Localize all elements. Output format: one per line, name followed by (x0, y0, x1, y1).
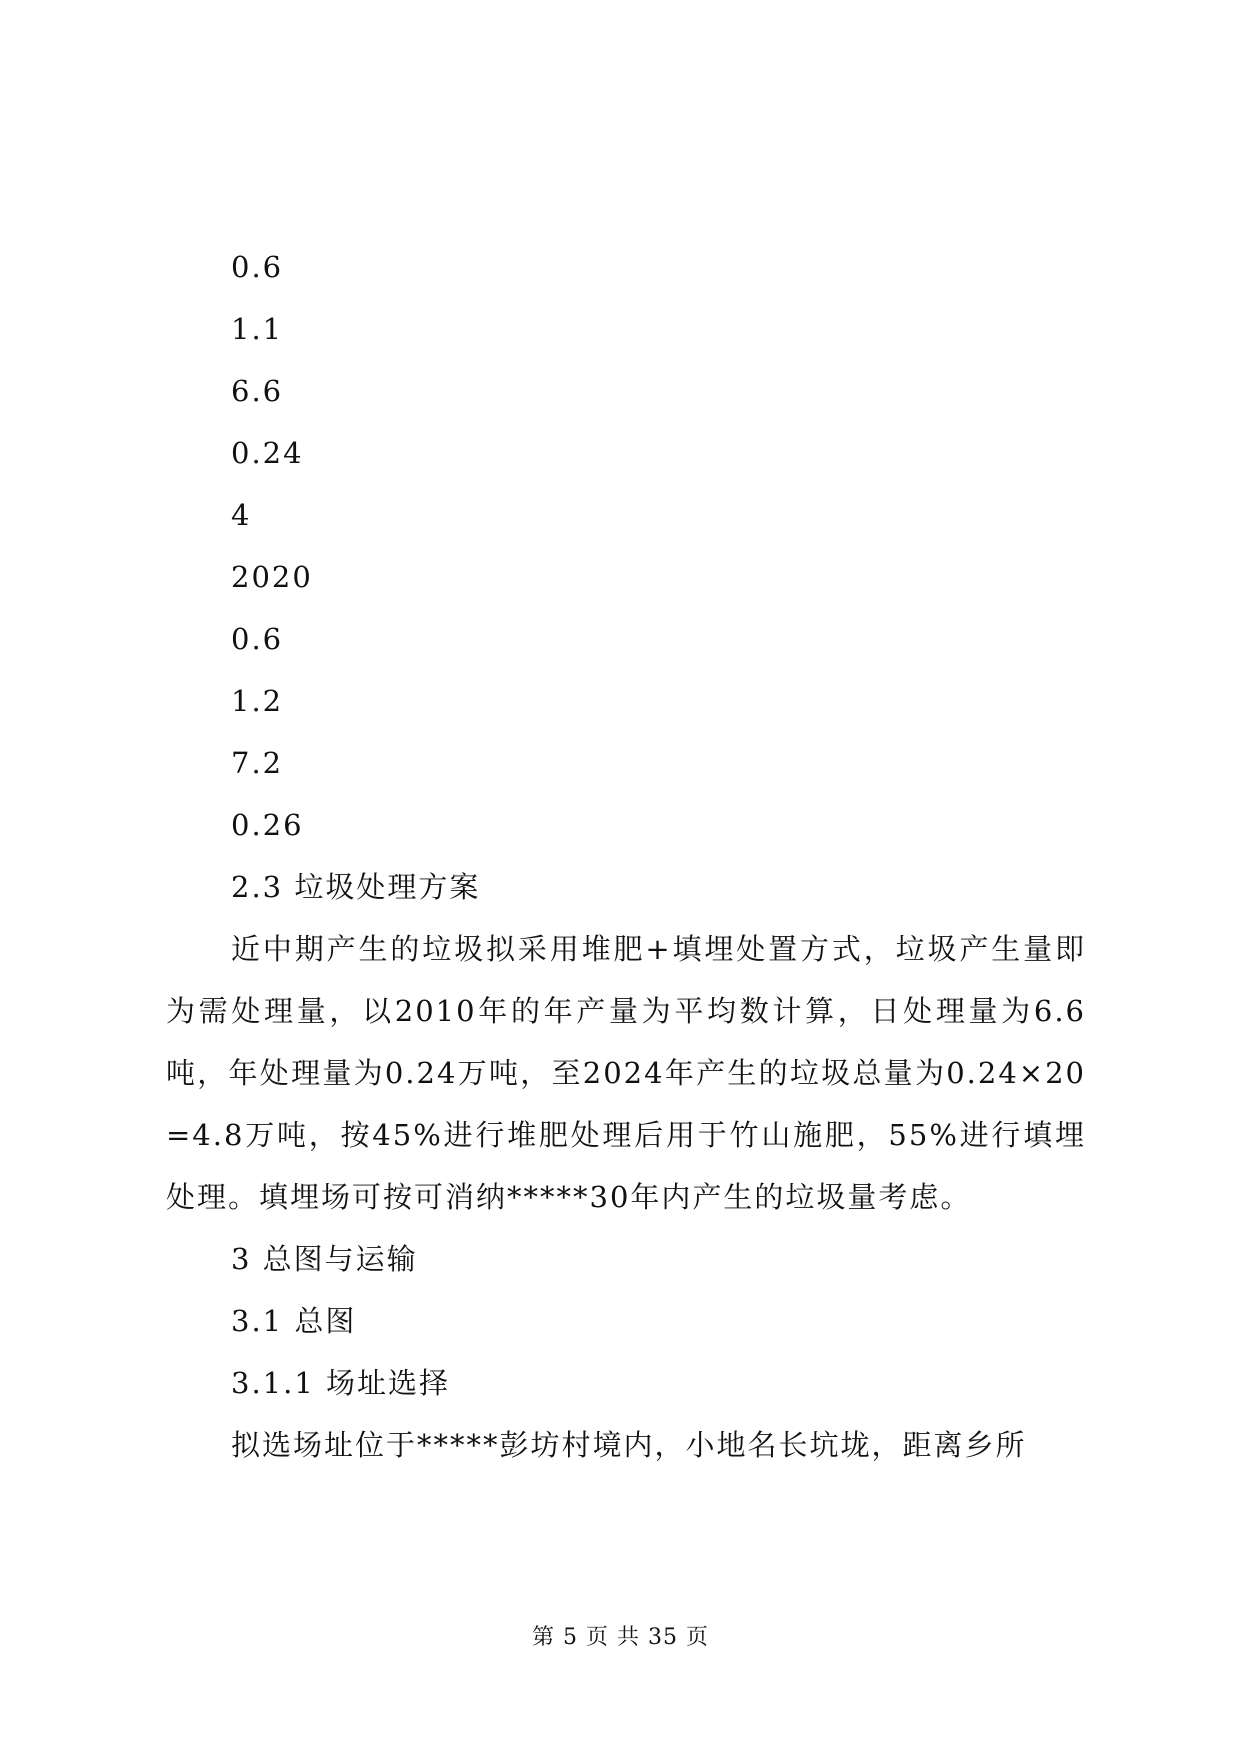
section-paragraph-3-1-1: 拟选场址位于*****彭坊村境内，小地名长坑垅，距离乡所 (231, 1428, 1027, 1462)
section-heading-3-1-1: 3.1.1 场址选择 (231, 1366, 451, 1400)
value-line: 6.6 (231, 374, 284, 408)
section-paragraph-2-3: 近中期产生的垃圾拟采用堆肥+填埋处置方式，垃圾产生量即为需处理量，以2010年的年产量为平均数计算，日处理量为6.6吨，年处理量为0.24万吨，至2024年产生的垃圾总量为0.24×20=4.8万吨，按45%进行堆肥处理后用于竹山施肥，55%进行填埋处理。填埋场可按可消纳*****30年内产生的垃圾量考虑。 (166, 932, 1086, 1214)
value-line: 4 (231, 498, 252, 532)
value-line: 7.2 (231, 746, 284, 780)
document-body (166, 236, 1086, 1476)
value-line: 0.6 (231, 622, 284, 656)
value-line: 1.1 (231, 312, 284, 346)
value-line: 0.26 (231, 808, 304, 842)
value-line: 0.24 (231, 436, 304, 470)
value-line: 0.6 (231, 250, 284, 284)
section-heading-2-3: 2.3 垃圾处理方案 (231, 870, 481, 904)
value-line: 2020 (231, 560, 313, 594)
page-number-footer: 第 5 页 共 35 页 (532, 1625, 709, 1650)
section-heading-3-1: 3.1 总图 (231, 1304, 357, 1338)
section-heading-3: 3 总图与运输 (231, 1242, 418, 1276)
value-line: 1.2 (231, 684, 284, 718)
